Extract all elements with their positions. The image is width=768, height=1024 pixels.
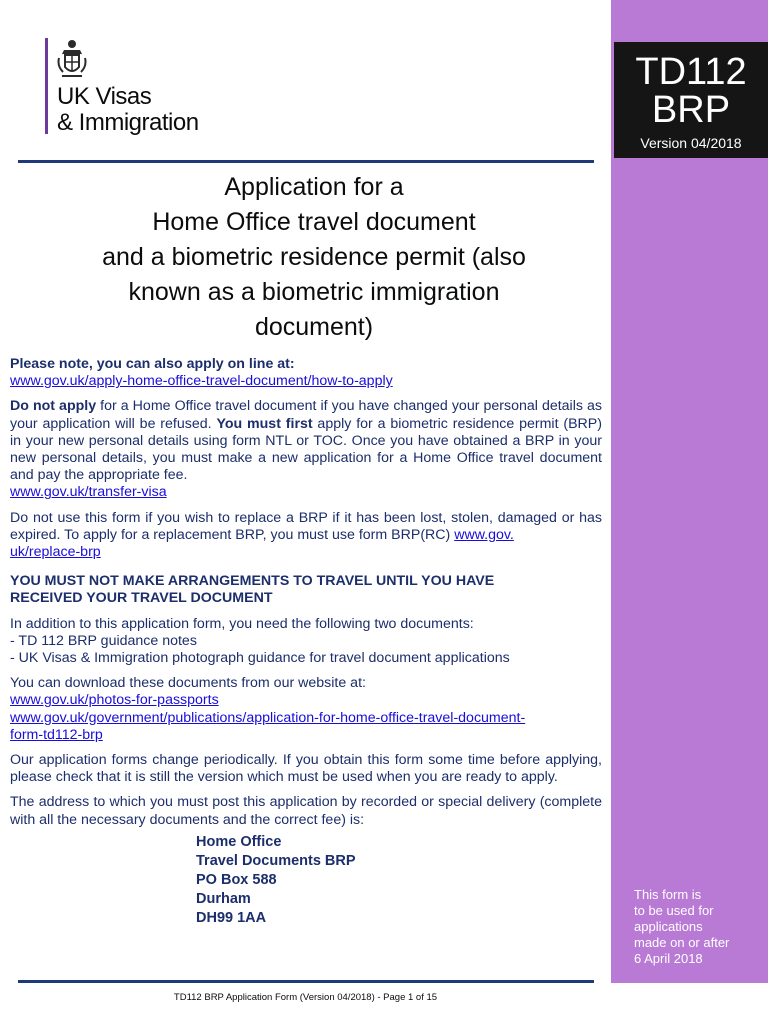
logo-wordmark xyxy=(57,84,199,136)
replace-section xyxy=(10,510,602,562)
footer-rule xyxy=(18,980,594,983)
body-content xyxy=(10,356,602,928)
do-not-apply-bold: Do not apply xyxy=(10,398,97,415)
do-not-apply-section xyxy=(10,398,602,501)
documents-section xyxy=(10,616,602,668)
must-first-bold: You must first xyxy=(216,415,313,432)
documents-intro: In addition to this application form, you need the following two documents: xyxy=(10,615,474,632)
page-title xyxy=(18,170,610,345)
sidebar-note-line: made on or after xyxy=(634,935,730,950)
logo-line1: UK Visas xyxy=(57,83,152,110)
sidebar-note-line: This form is xyxy=(634,887,702,902)
logo-divider xyxy=(45,38,48,134)
travel-warning xyxy=(10,573,602,607)
page-footer: TD112 BRP Application Form (Version 04/2018) - Page 1 of 15 xyxy=(173,992,438,1003)
sidebar-note-line: to be used for xyxy=(634,903,714,918)
replace-text: Do not use this form if you wish to replace a BRP if it has been lost, stolen, damaged or has expired. To apply for a replacement BRP, you must use form BRP(RC) xyxy=(10,509,602,543)
address-line: Home Office xyxy=(196,833,282,850)
form-code-line1: TD112 xyxy=(635,51,747,93)
online-section xyxy=(10,356,602,390)
title-line: known as a biometric immigration xyxy=(128,278,500,306)
warning-line1: YOU MUST NOT MAKE ARRANGEMENTS TO TRAVEL UNTIL YOU HAVE xyxy=(10,573,495,590)
must-first-text: apply for a biometric residence permit (BRP) in your new personal details using form NTL or TOC. Once you have obtained a BRP in your new personal details, you must make a new application for a Home Office travel document and pay the appropriate fee. xyxy=(10,415,602,484)
title-line: and a biometric residence permit (also xyxy=(102,243,526,271)
form-code-line2: BRP xyxy=(651,89,731,131)
list-item: - TD 112 BRP guidance notes xyxy=(10,632,197,649)
warning-line2: RECEIVED YOUR TRAVEL DOCUMENT xyxy=(10,590,273,607)
sidebar-note-line: applications xyxy=(634,919,703,934)
title-line: Home Office travel document xyxy=(152,208,476,236)
header-rule xyxy=(18,160,594,163)
transfer-visa-link[interactable]: www.gov.uk/transfer-visa xyxy=(10,484,167,501)
replace-brp-link-cont[interactable]: uk/replace-brp xyxy=(10,544,101,561)
postal-address xyxy=(196,833,602,928)
address-line: DH99 1AA xyxy=(196,909,267,926)
apply-online-link[interactable]: www.gov.uk/apply-home-office-travel-document/how-to-apply xyxy=(10,373,393,390)
list-item: - UK Visas & Immigration photograph guidance for travel document applications xyxy=(10,650,510,667)
td112-link[interactable]: www.gov.uk/government/publications/application-for-home-office-travel-document- xyxy=(10,709,526,726)
address-line: PO Box 588 xyxy=(196,871,277,888)
do-not-apply-text: for a Home Office travel document if you have changed your personal details as your application will be refused. xyxy=(10,398,602,432)
download-intro: You can download these documents from our website at: xyxy=(10,675,366,692)
sidebar-note-line: 6 April 2018 xyxy=(634,951,703,966)
logo-line2: & Immigration xyxy=(57,109,199,136)
form-version: Version 04/2018 xyxy=(640,135,742,151)
form-code-box xyxy=(614,42,768,158)
online-note: Please note, you can also apply on line at: xyxy=(10,356,295,372)
td112-link-cont[interactable]: form-td112-brp xyxy=(10,726,103,743)
postal-intro: The address to which you must post this application by recorded or special delivery (complete with all the necessary documents and the correct fee) is: xyxy=(10,794,602,828)
royal-crest-icon xyxy=(56,38,88,82)
title-line: document) xyxy=(254,313,374,341)
replace-brp-link[interactable]: www.gov. xyxy=(454,526,514,543)
sidebar-note xyxy=(634,887,759,967)
forms-change-section: Our application forms change periodically. If you obtain this form some time before applying, please check that it is still the version which must be used when you are ready to apply. xyxy=(10,752,602,786)
photos-link[interactable]: www.gov.uk/photos-for-passports xyxy=(10,692,219,709)
title-line: Application for a xyxy=(224,173,404,201)
address-line: Travel Documents BRP xyxy=(196,852,356,869)
download-section xyxy=(10,675,602,744)
address-line: Durham xyxy=(196,890,251,907)
